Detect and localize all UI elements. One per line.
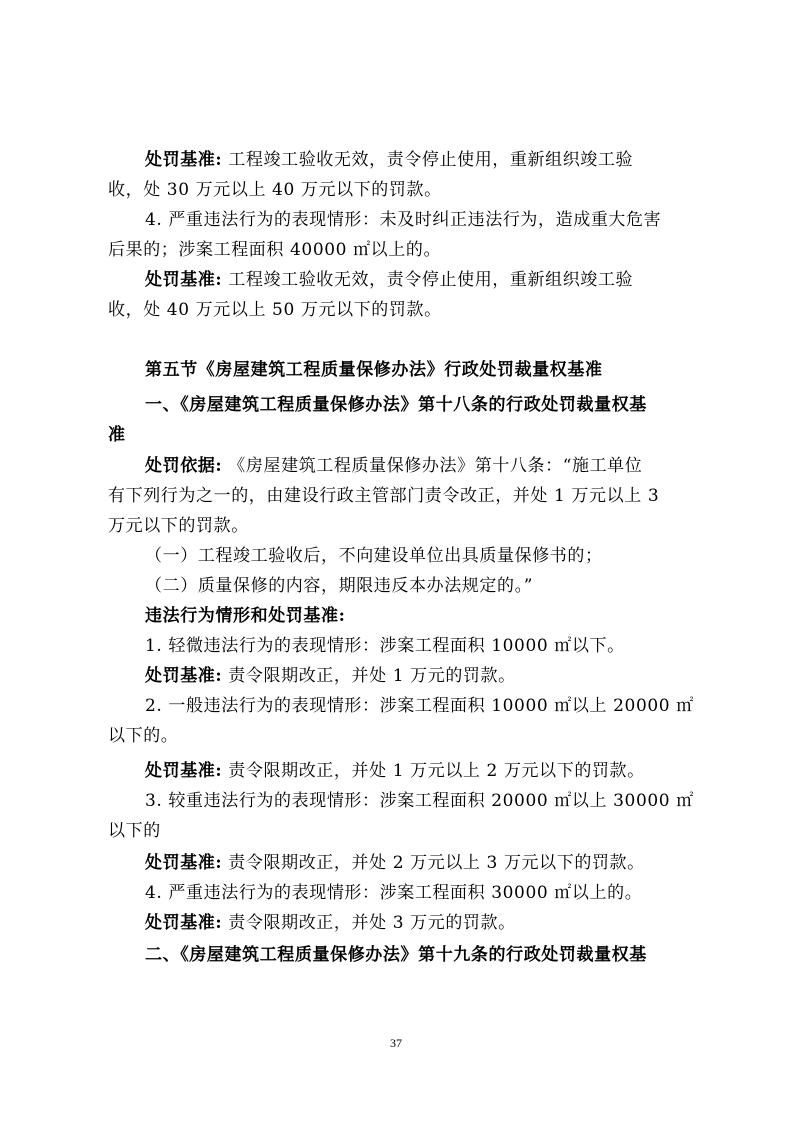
- paragraph-line: [145, 148, 696, 172]
- paragraph-line: [145, 851, 696, 875]
- penalty-standard-label: 处罚基准:: [145, 270, 223, 290]
- paragraph-line: 后果的；涉案工程面积 40000 ㎡以上的。: [108, 240, 442, 260]
- paragraph-line: 以下的: [108, 821, 161, 841]
- paragraph-line: 4. 严重违法行为的表现情形：涉案工程面积 30000 ㎡以上的。: [145, 883, 643, 903]
- subsection-heading: 一、《房屋建筑工程质量保修办法》第十八条的行政处罚裁量权基: [145, 395, 647, 415]
- paragraph-line: 以下的。: [108, 726, 179, 746]
- paragraph-line: 有下列行为之一的，由建设行政主管部门责令改正，并处 1 万元以上 3: [108, 486, 660, 506]
- subsection-heading-continued: 准: [108, 425, 126, 445]
- line-text: 工程竣工验收无效，责令停止使用，重新组织竣工验: [228, 150, 634, 170]
- paragraph-line: [145, 759, 696, 783]
- subsection-heading: 二、《房屋建筑工程质量保修办法》第十九条的行政处罚裁量权基: [145, 945, 647, 965]
- section-heading: 第五节《房屋建筑工程质量保修办法》行政处罚裁量权基准: [145, 360, 603, 380]
- penalty-standard-label: 处罚基准:: [145, 761, 223, 781]
- line-text: 责令限期改正，并处 3 万元的罚款。: [228, 913, 516, 933]
- paragraph-line: 收，处 40 万元以上 50 万元以下的罚款。: [108, 300, 442, 320]
- paragraph-line: 3. 较重违法行为的表现情形：涉案工程面积 20000 ㎡以上 30000 ㎡: [145, 791, 694, 811]
- penalty-basis-label: 处罚依据:: [145, 456, 223, 476]
- penalty-standard-label: 处罚基准:: [145, 913, 223, 933]
- list-item: （二）质量保修的内容，期限违反本办法规定的。”: [145, 576, 533, 596]
- paragraph-line: 1. 轻微违法行为的表现情形：涉案工程面积 10000 ㎡以下。: [145, 636, 625, 656]
- paragraph-line: [145, 454, 696, 478]
- line-text: 《房屋建筑工程质量保修办法》第十八条：“施工单位: [228, 456, 643, 476]
- line-text: 责令限期改正，并处 1 万元的罚款。: [228, 666, 516, 686]
- paragraph-line: 4. 严重违法行为的表现情形：未及时纠正违法行为，造成重大危害: [145, 210, 662, 230]
- page-number: 37: [390, 1036, 402, 1050]
- paragraph-line: 收，处 30 万元以上 40 万元以下的罚款。: [108, 180, 442, 200]
- paragraph-line: [145, 268, 696, 292]
- line-text: 责令限期改正，并处 2 万元以上 3 万元以下的罚款。: [228, 853, 645, 873]
- paragraph-line: 2. 一般违法行为的表现情形：涉案工程面积 10000 ㎡以上 20000 ㎡: [145, 696, 694, 716]
- list-item: （一）工程竣工验收后，不向建设单位出具质量保修书的；: [145, 546, 603, 566]
- penalty-standard-label: 处罚基准:: [145, 853, 223, 873]
- penalty-standard-label: 处罚基准:: [145, 150, 223, 170]
- penalty-standard-label: 处罚基准:: [145, 666, 223, 686]
- paragraph-line: [145, 664, 696, 688]
- line-text: 工程竣工验收无效，责令停止使用，重新组织竣工验: [228, 270, 634, 290]
- paragraph-line: 万元以下的罚款。: [108, 516, 249, 536]
- line-text: 责令限期改正，并处 1 万元以上 2 万元以下的罚款。: [228, 761, 645, 781]
- paragraph-line: [145, 911, 696, 935]
- subheading: 违法行为情形和处罚基准:: [145, 606, 346, 626]
